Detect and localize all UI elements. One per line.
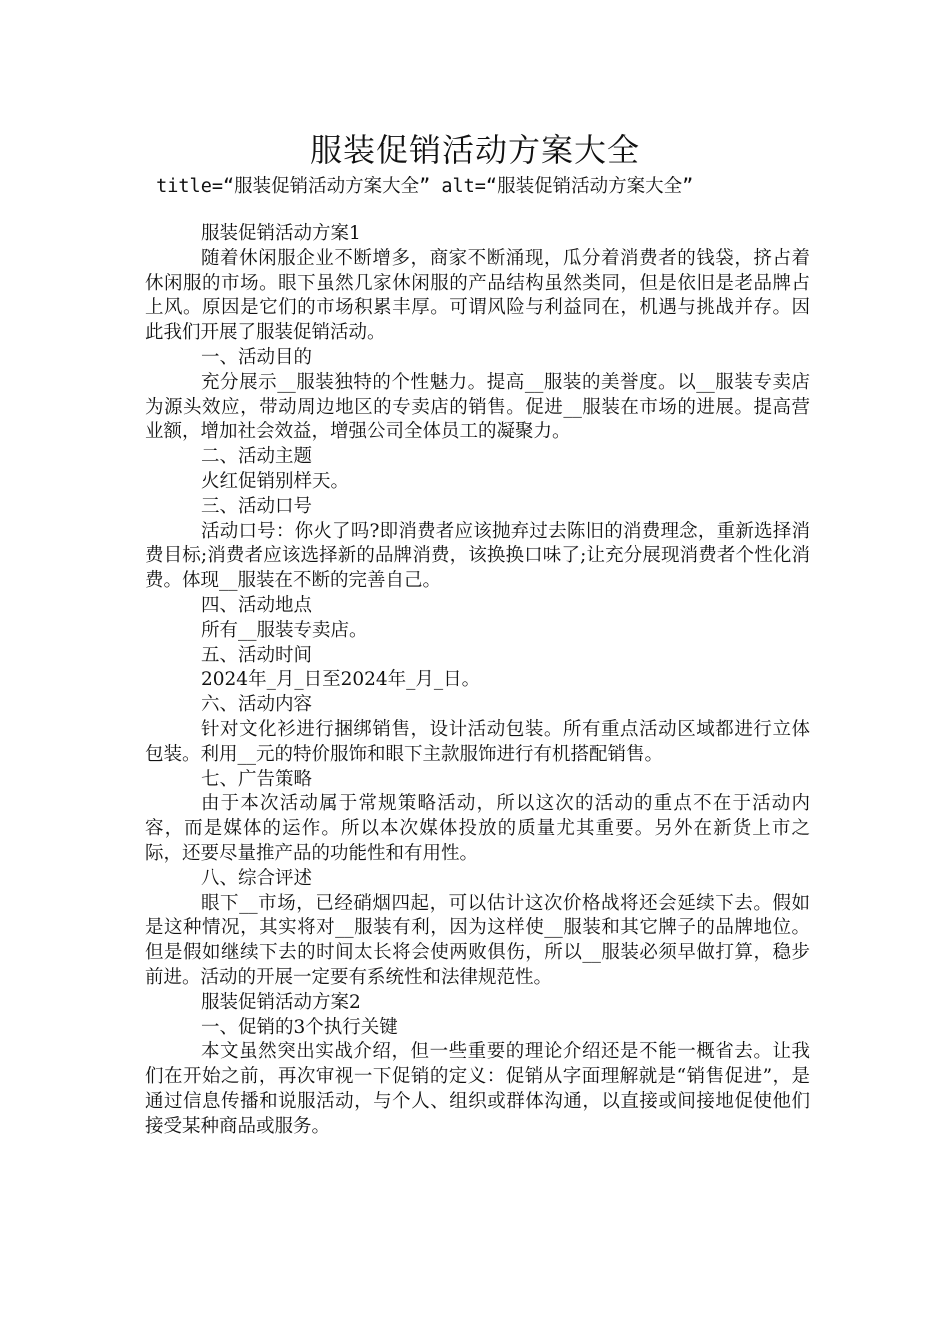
section-heading: 七、广告策略: [201, 768, 313, 790]
body-paragraph: 2024年_月_日至2024年_月_日。: [201, 669, 481, 691]
section-heading: 四、活动地点: [201, 594, 313, 616]
section-heading: 八、综合评述: [201, 867, 313, 889]
document-body: [145, 222, 810, 1139]
section-heading: 一、促销的3个执行关键: [201, 1016, 398, 1038]
section-heading: 三、活动口号: [201, 495, 313, 517]
body-paragraph: 充分展示__服装独特的个性魅力。提高__服装的美誉度。以__服装专卖店为源头效应，带动周边地区的专卖店的销售。促进__服装在市场的进展。提高营业额，增加社会效益，增强公司全体员工的凝聚力。: [145, 371, 810, 443]
body-paragraph: 随着休闲服企业不断增多，商家不断涌现，瓜分着消费者的钱袋，挤占着休闲服的市场。眼下虽然几家休闲服的产品结构虽然类同，但是依旧是老品牌占上风。原因是它们的市场积累丰厚。可谓风险与利益同在，机遇与挑战并存。因此我们开展了服装促销活动。: [145, 247, 810, 344]
section-heading: 五、活动时间: [201, 644, 313, 666]
document-meta-line: title=“服装促销活动方案大全” alt=“服装促销活动方案大全”: [145, 176, 694, 197]
body-paragraph: 火红促销别样天。: [201, 470, 350, 492]
section-heading: 一、活动目的: [201, 346, 313, 368]
body-paragraph: 本文虽然突出实战介绍，但一些重要的理论介绍还是不能一概省去。让我们在开始之前，再次审视一下促销的定义：促销从字面理解就是“销售促进”，是通过信息传播和说服活动，与个人、组织或群体沟通，以直接或间接地促使他们接受某种商品或服务。: [145, 1041, 810, 1137]
body-paragraph: 针对文化衫进行捆绑销售，设计活动包装。所有重点活动区域都进行立体包装。利用__元的特价服饰和眼下主款服饰进行有机搭配销售。: [145, 718, 810, 765]
body-paragraph: 由于本次活动属于常规策略活动，所以这次的活动的重点不在于活动内容，而是媒体的运作。所以本次媒体投放的质量尤其重要。另外在新货上市之际，还要尽量推产品的功能性和有用性。: [145, 793, 810, 864]
section-heading: 服装促销活动方案2: [201, 991, 361, 1013]
section-heading: 服装促销活动方案1: [201, 223, 361, 244]
body-paragraph: 所有__服装专卖店。: [201, 619, 368, 641]
body-paragraph: 活动口号：你火了吗?即消费者应该抛弃过去陈旧的消费理念，重新选择消费目标;消费者应该选择新的品牌消费，该换换口味了;让充分展现消费者个性化消费。体现__服装在不断的完善自己。: [145, 520, 810, 592]
document-title: 服装促销活动方案大全: [309, 131, 640, 169]
section-heading: 六、活动内容: [201, 694, 313, 716]
body-paragraph: 眼下__市场，已经硝烟四起，可以估计这次价格战将还会延续下去。假如是这种情况，其实将对__服装有利，因为这样使__服装和其它牌子的品牌地位。但是假如继续下去的时间太长将会使两败俱伤，所以__服装必须早做打算，稳步前进。活动的开展一定要有系统性和法律规范性。: [145, 892, 810, 988]
section-heading: 二、活动主题: [201, 446, 313, 468]
